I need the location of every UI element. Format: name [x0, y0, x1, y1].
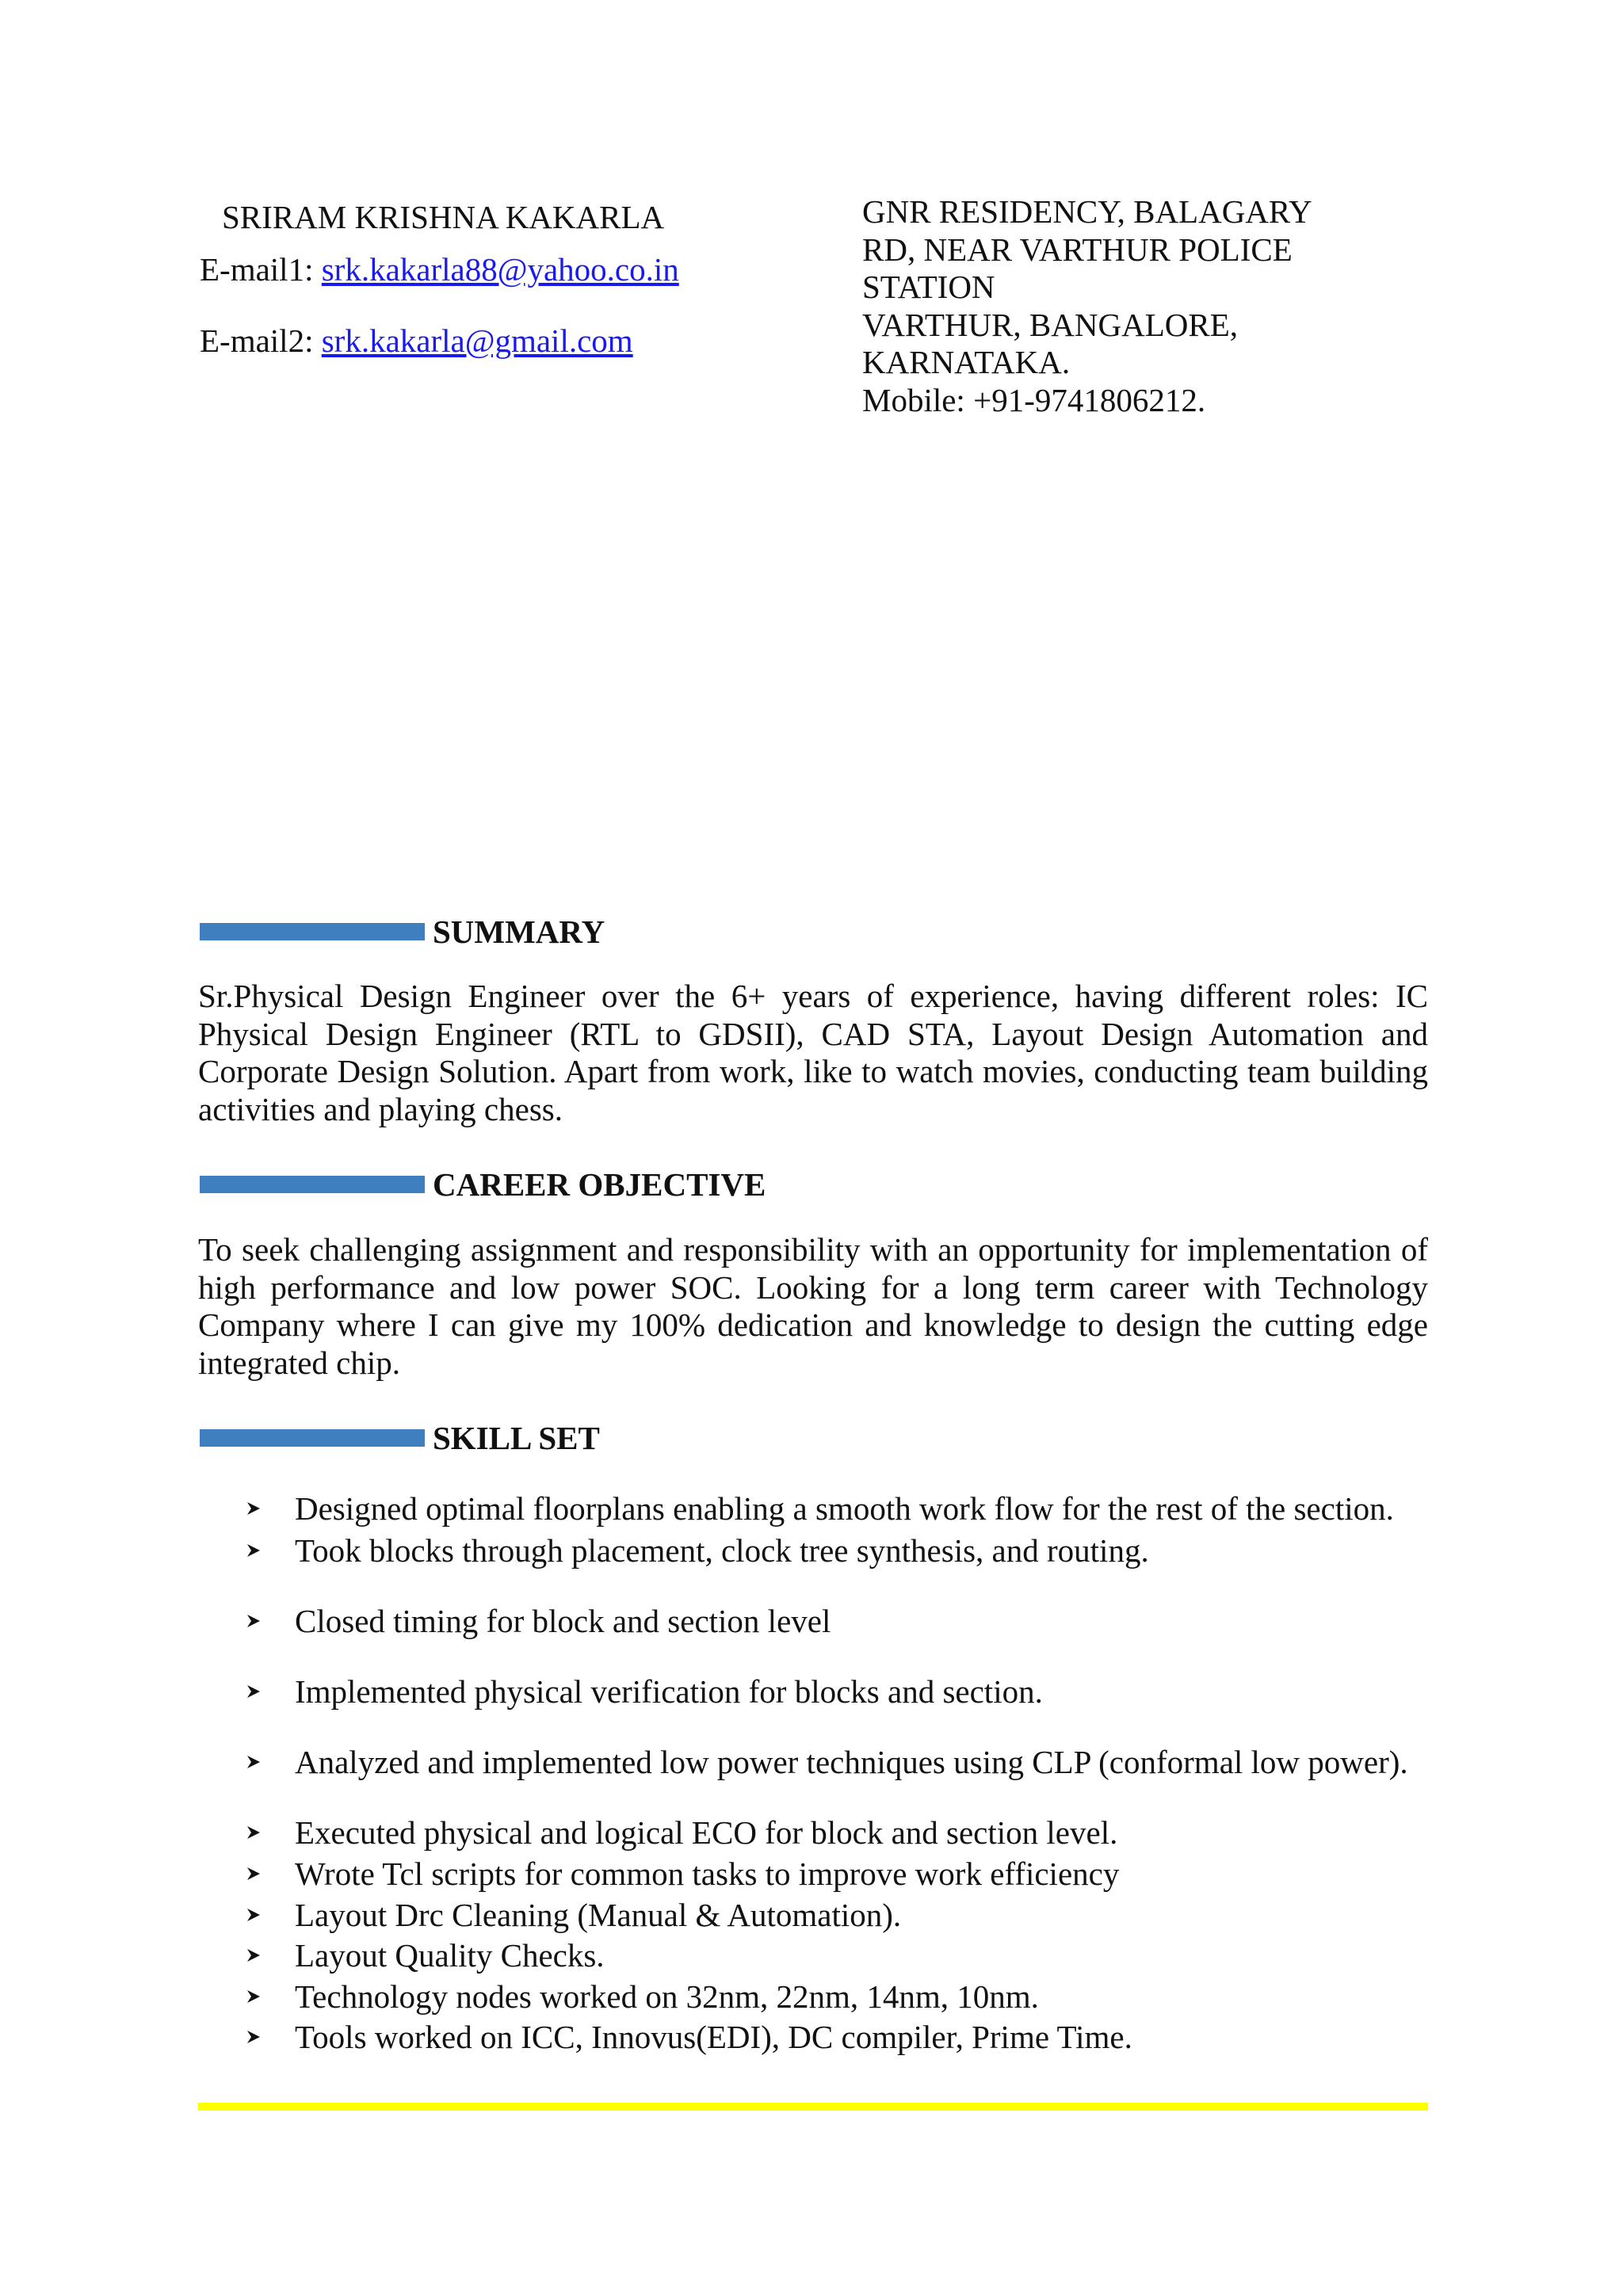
contact-block [200, 193, 834, 364]
skill-item-text: Tools worked on ICC, Innovus(EDI), DC compiler, Prime Time. [295, 2019, 1132, 2055]
mobile-number: Mobile: +91-9741806212. [862, 381, 1206, 418]
skill-item-text: Implemented physical verification for blocks and section. [295, 1673, 1043, 1710]
skill-item-text: Analyzed and implemented low power techniques using CLP (conformal low power). [295, 1744, 1408, 1780]
skill-set-title: SKILL SET [433, 1420, 600, 1456]
skill-item-text: Closed timing for block and section level [295, 1603, 831, 1639]
skill-item-text: Executed physical and logical ECO for block and section level. [295, 1814, 1118, 1851]
section-bar [200, 1176, 425, 1193]
email1-label: E-mail1: [200, 251, 322, 288]
address-block [862, 193, 1417, 419]
address-line: VARTHUR, BANGALORE, [862, 306, 1239, 343]
section-bar [200, 1429, 425, 1447]
skill-item-text: Took blocks through placement, clock tree synthesis, and routing. [295, 1532, 1149, 1569]
arrow-bullet-icon [246, 2016, 269, 2058]
arrow-bullet-icon [246, 1488, 269, 1529]
skill-set-heading [200, 1414, 600, 1462]
arrow-bullet-icon [246, 1741, 269, 1783]
summary-heading [200, 908, 605, 955]
address-line: RD, NEAR VARTHUR POLICE [862, 231, 1293, 268]
arrow-bullet-icon [246, 1935, 269, 1976]
arrow-bullet-icon [246, 1976, 269, 2017]
arrow-bullet-icon [246, 1812, 269, 1853]
email1-line [200, 246, 834, 293]
address-line: GNR RESIDENCY, BALAGARY [862, 193, 1312, 230]
arrow-bullet-icon [246, 1894, 269, 1936]
career-objective-title: CAREER OBJECTIVE [433, 1166, 766, 1203]
skill-item-text: Layout Drc Cleaning (Manual & Automation). [295, 1897, 902, 1933]
email2-line [200, 317, 834, 364]
email1-link[interactable]: srk.kakarla88@yahoo.co.in [321, 251, 679, 288]
section-bar [200, 923, 425, 940]
skill-item-text: Layout Quality Checks. [295, 1937, 605, 1974]
arrow-bullet-icon [246, 1671, 269, 1712]
arrow-bullet-icon [246, 1530, 269, 1571]
arrow-bullet-icon [246, 1600, 269, 1642]
email2-label: E-mail2: [200, 322, 322, 359]
address-line: STATION [862, 269, 995, 305]
candidate-name: SRIRAM KRISHNA KAKARLA [222, 199, 665, 235]
skill-item-text: Designed optimal floorplans enabling a smooth work flow for the rest of the section. [295, 1490, 1394, 1527]
arrow-bullet-icon [246, 1853, 269, 1894]
career-objective-heading [200, 1161, 766, 1208]
email2-link[interactable]: srk.kakarla@gmail.com [321, 322, 633, 359]
skill-item-text: Wrote Tcl scripts for common tasks to improve work efficiency [295, 1855, 1120, 1892]
summary-text: Sr.Physical Design Engineer over the 6+ years of experience, having different roles: IC Physical Design Engineer (RTL to GDSII), CAD STA, Layout Design Automation and Corporate Design Solution. Apart from work, like to watch movies, conducting team building activities and playing chess. [198, 978, 1428, 1127]
skill-item-text: Technology nodes worked on 32nm, 22nm, 14nm, 10nm. [295, 1978, 1039, 2015]
summary-title: SUMMARY [433, 913, 605, 950]
address-line: KARNATAKA. [862, 344, 1071, 380]
section-divider [198, 2103, 1428, 2111]
career-objective-text: To seek challenging assignment and responsibility with an opportunity for implementation of high performance and low power SOC. Looking for a long term career with Technology Company where I can give my 100% dedication and knowledge to design the cutting edge integrated chip. [198, 1231, 1428, 1381]
